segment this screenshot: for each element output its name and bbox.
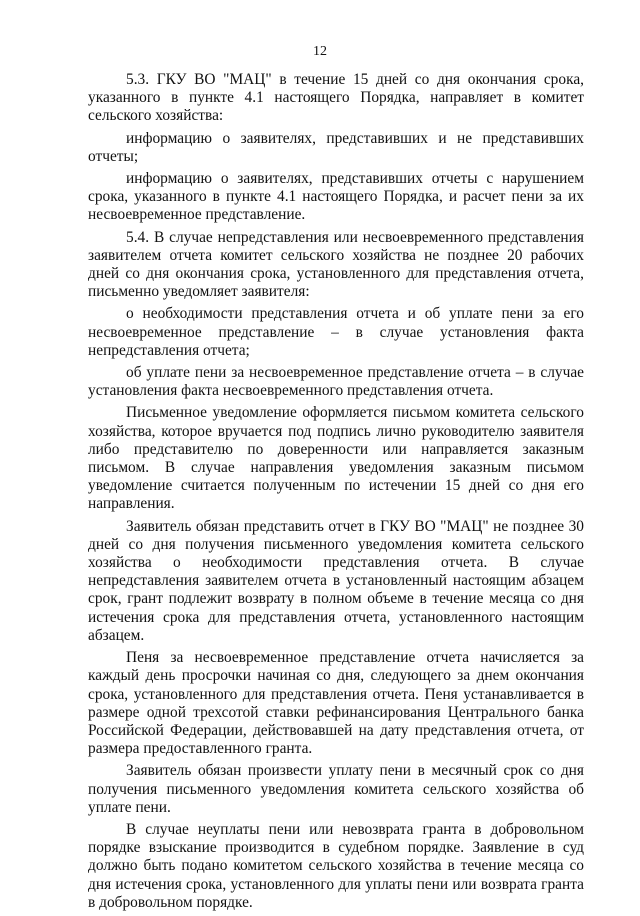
paragraph-info-submitted: информацию о заявителях, представивших и не представивших отчеты;: [88, 129, 584, 165]
paragraph-penalty-accrual: Пеня за несвоевременное представление отчета начисляется за каждый день просрочки начиная со дня, следующего за днем окончания срока, установленного для представления отчета. Пеня устанавливается в размере одной трехсотой ставки рефинансирования Центрального банка Российской Федерации, действовавшей на дату представления отчета, от размера предоставленного гранта.: [88, 649, 584, 758]
document-body: [88, 71, 584, 916]
paragraph-report-obligation: Заявитель обязан представить отчет в ГКУ ВО "МАЦ" не позднее 30 дней со дня получения письменного уведомления комитета сельского хозяйства о необходимости представления отчета. В случае непредставления заявителем отчета в установленный настоящим абзацем срок, грант подлежит возврату в полном объеме в течение месяца со дня истечения срока для представления отчета, установленного настоящим абзацем.: [88, 517, 584, 644]
paragraph-court-recovery: В случае неуплаты пени или невозврата гранта в добровольном порядке взыскание производится в судебном порядке. Заявление в суд должно быть подано комитетом сельского хозяйства в течение месяца со дня истечения срока, установленного для уплаты пени или возврата гранта в добровольном порядке.: [88, 820, 584, 911]
paragraph-written-notice: Письменное уведомление оформляется письмом комитета сельского хозяйства, которое вручается под подпись лично руководителю заявителя либо представителю по доверенности или направляется заказным письмом. В случае направления уведомления заказным письмом уведомление считается полученным по истечении 15 дней со дня его направления.: [88, 404, 584, 513]
paragraph-penalty-late: об уплате пени за несвоевременное представление отчета – в случае установления факта несвоевременного представления отчета.: [88, 364, 584, 400]
paragraph-5-4: 5.4. В случае непредставления или несвоевременного представления заявителем отчета комитет сельского хозяйства не позднее 20 рабочих дней со дня окончания срока, установленного для представления отчета, письменно уведомляет заявителя:: [88, 228, 584, 301]
paragraph-info-late: информацию о заявителях, представивших отчеты с нарушением срока, указанного в пункте 4.1 настоящего Порядка, и расчет пени за их несвоевременное представление.: [88, 170, 584, 224]
page-number: 12: [313, 44, 327, 59]
paragraph-penalty-payment: Заявитель обязан произвести уплату пени в месячный срок со дня получения письменного уведомления комитета сельского хозяйства об уплате пени.: [88, 762, 584, 816]
paragraph-necessity: о необходимости представления отчета и об уплате пени за его несвоевременное представление – в случае установления факта непредставления отчета;: [88, 305, 584, 359]
paragraph-5-3: 5.3. ГКУ ВО "МАЦ" в течение 15 дней со дня окончания срока, указанного в пункте 4.1 настоящего Порядка, направляет в комитет сельского хозяйства:: [88, 71, 584, 125]
